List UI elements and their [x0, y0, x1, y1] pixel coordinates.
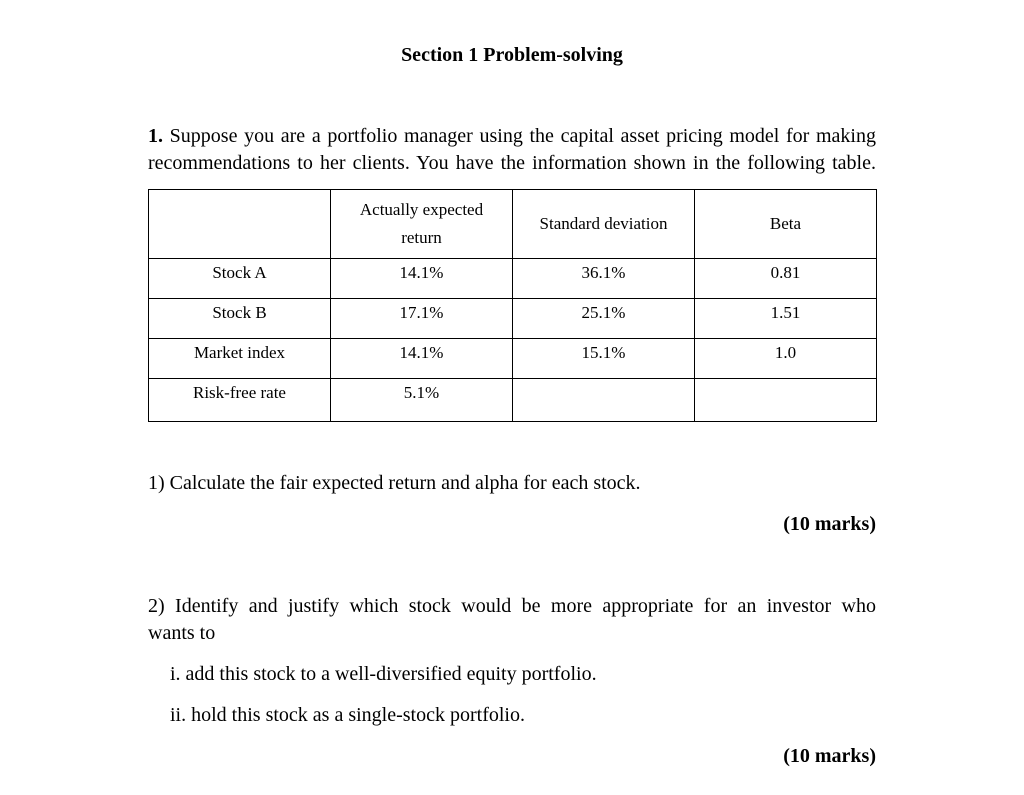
row-beta: 0.81: [695, 259, 877, 299]
question-1-line-2: recommendations to her clients. You have the information shown in the following table.: [148, 152, 876, 174]
header-cell-standard-deviation: Standard deviation: [513, 190, 695, 259]
row-std: 36.1%: [513, 259, 695, 299]
question-1-text-1: Suppose you are a portfolio manager using the capital asset pricing model for making: [169, 125, 876, 147]
question-1-line-1: [148, 123, 876, 150]
section-title: Section 1 Problem-solving: [401, 44, 623, 66]
table-row: [149, 379, 877, 422]
part-1-text: 1) Calculate the fair expected return and alpha for each stock.: [148, 472, 641, 494]
row-beta: [695, 379, 877, 422]
part-1-marks: (10 marks): [783, 513, 876, 535]
table-row: [149, 299, 877, 339]
data-table: [148, 189, 877, 422]
row-beta: 1.0: [695, 339, 877, 379]
row-beta: 1.51: [695, 299, 877, 339]
row-label: Market index: [149, 339, 331, 379]
row-std: 25.1%: [513, 299, 695, 339]
part-2-line-1: 2) Identify and justify which stock would be more appropriate for an investor who: [148, 595, 876, 617]
part-2-item-i: i. add this stock to a well-diversified equity portfolio.: [170, 663, 597, 685]
question-number: 1.: [148, 125, 163, 147]
table-row: [149, 259, 877, 299]
table-row: [149, 339, 877, 379]
part-2-item-ii: ii. hold this stock as a single-stock portfolio.: [170, 704, 525, 726]
row-label: Stock B: [149, 299, 331, 339]
header-cell-empty: [149, 190, 331, 259]
row-label: Risk-free rate: [149, 379, 331, 422]
header-expected-return-line-1: Actually expected: [359, 200, 484, 219]
part-2-line-2: wants to: [148, 622, 216, 644]
row-std: [513, 379, 695, 422]
header-cell-beta: Beta: [695, 190, 877, 259]
row-return: 14.1%: [331, 339, 513, 379]
header-expected-return-line-2: return: [401, 228, 442, 247]
row-return: 14.1%: [331, 259, 513, 299]
part-2-marks: (10 marks): [783, 745, 876, 767]
row-label: Stock A: [149, 259, 331, 299]
row-return: 5.1%: [331, 379, 513, 422]
header-cell-expected-return: [331, 190, 513, 259]
table-header-row: [149, 190, 877, 259]
row-return: 17.1%: [331, 299, 513, 339]
row-std: 15.1%: [513, 339, 695, 379]
